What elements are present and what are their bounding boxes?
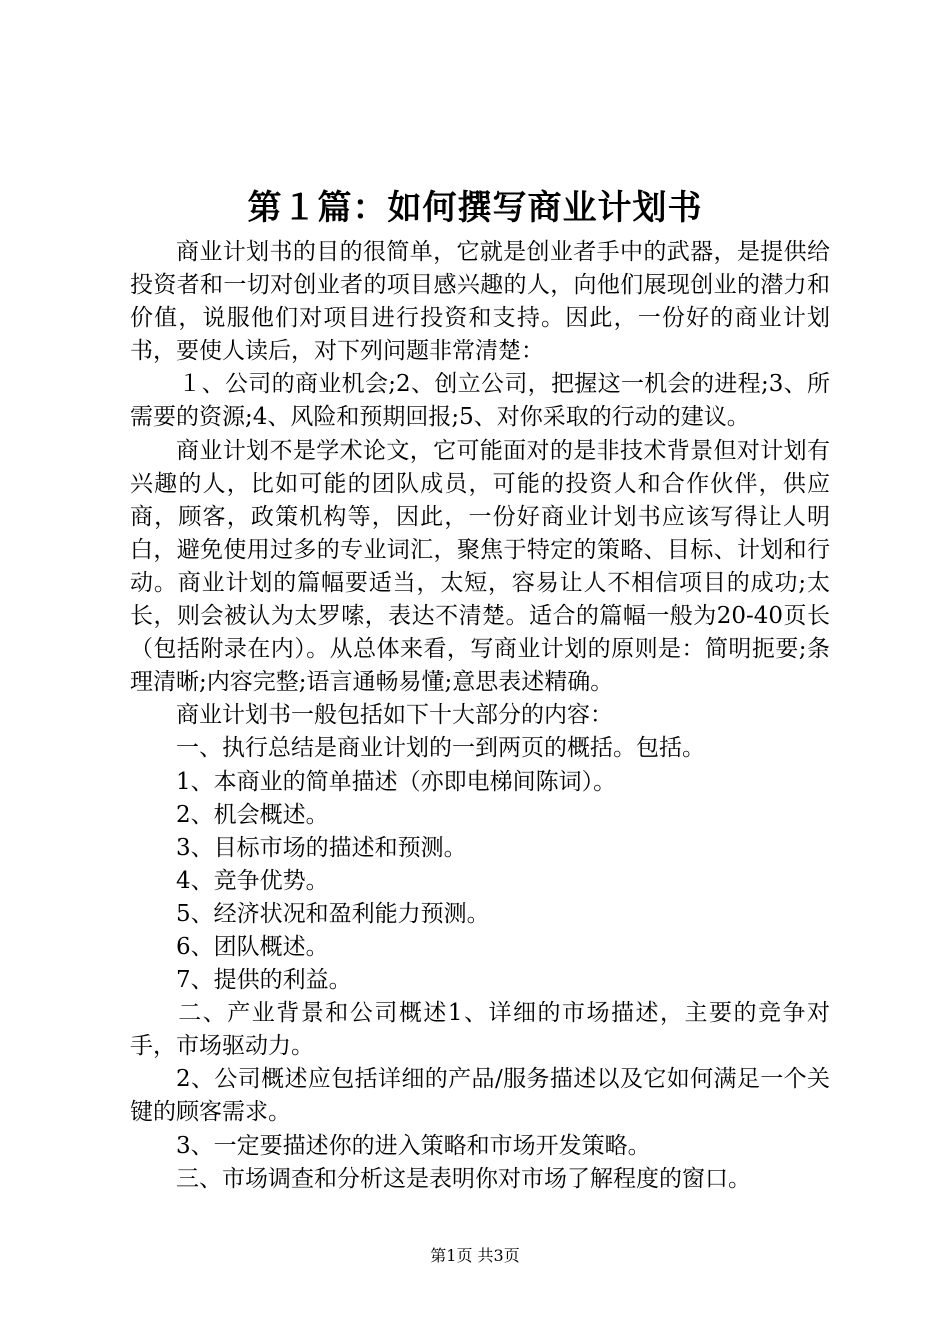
list-item: 4、竞争优势。 <box>176 867 329 894</box>
document-body <box>130 236 830 1196</box>
section-heading-executive-summary: 一、执行总结是商业计划的一到两页的概括。包括。 <box>176 735 705 762</box>
paragraph-key-questions: １、公司的商业机会;2、创立公司，把握这一机会的进程;3、所需要的资源;4、风险和预期回报;5、对你采取的行动的建议。 <box>130 371 830 431</box>
list-item: 3、一定要描述你的进入策略和市场开发策略。 <box>176 1132 651 1159</box>
paragraph-ten-parts: 商业计划书一般包括如下十大部分的内容： <box>176 702 613 729</box>
section-heading-industry-background: 二、产业背景和公司概述1、详细的市场描述，主要的竞争对手，市场驱动力。 <box>130 1000 830 1060</box>
page-footer: 第1页 共3页 <box>430 1246 520 1265</box>
list-item: 5、经济状况和盈利能力预测。 <box>176 900 490 927</box>
list-item: 1、本商业的简单描述（亦即电梯间陈词）。 <box>176 768 617 795</box>
list-item: 2、机会概述。 <box>176 801 329 828</box>
document-title: 第１篇：如何撰写商业计划书 <box>247 188 703 228</box>
list-item: 2、公司概述应包括详细的产品/服务描述以及它如何满足一个关键的顾客需求。 <box>130 1066 830 1126</box>
paragraph-intro: 商业计划书的目的很简单，它就是创业者手中的武器，是提供给投资者和一切对创业者的项目感兴趣的人，向他们展现创业的潜力和价值，说服他们对项目进行投资和支持。因此，一份好的商业计划书，要使人读后，对下列问题非常清楚： <box>130 239 830 365</box>
paragraph-principles: 商业计划不是学术论文，它可能面对的是非技术背景但对计划有兴趣的人，比如可能的团队成员，可能的投资人和合作伙伴，供应商，顾客，政策机构等，因此，一份好商业计划书应该写得让人明白，避免使用过多的专业词汇，聚焦于特定的策略、目标、计划和行动。商业计划的篇幅要适当，太短，容易让人不相信项目的成功;太长，则会被认为太罗嗦，表达不清楚。适合的篇幅一般为20-40页长（包括附录在内）。从总体来看，写商业计划的原则是：简明扼要;条理清晰;内容完整;语言通畅易懂;意思表述精确。 <box>130 437 830 696</box>
list-item: 3、目标市场的描述和预测。 <box>176 834 467 861</box>
section-heading-market-research: 三、市场调查和分析这是表明你对市场了解程度的窗口。 <box>176 1165 751 1192</box>
list-item: 7、提供的利益。 <box>176 967 352 994</box>
list-item: 6、团队概述。 <box>176 933 329 960</box>
